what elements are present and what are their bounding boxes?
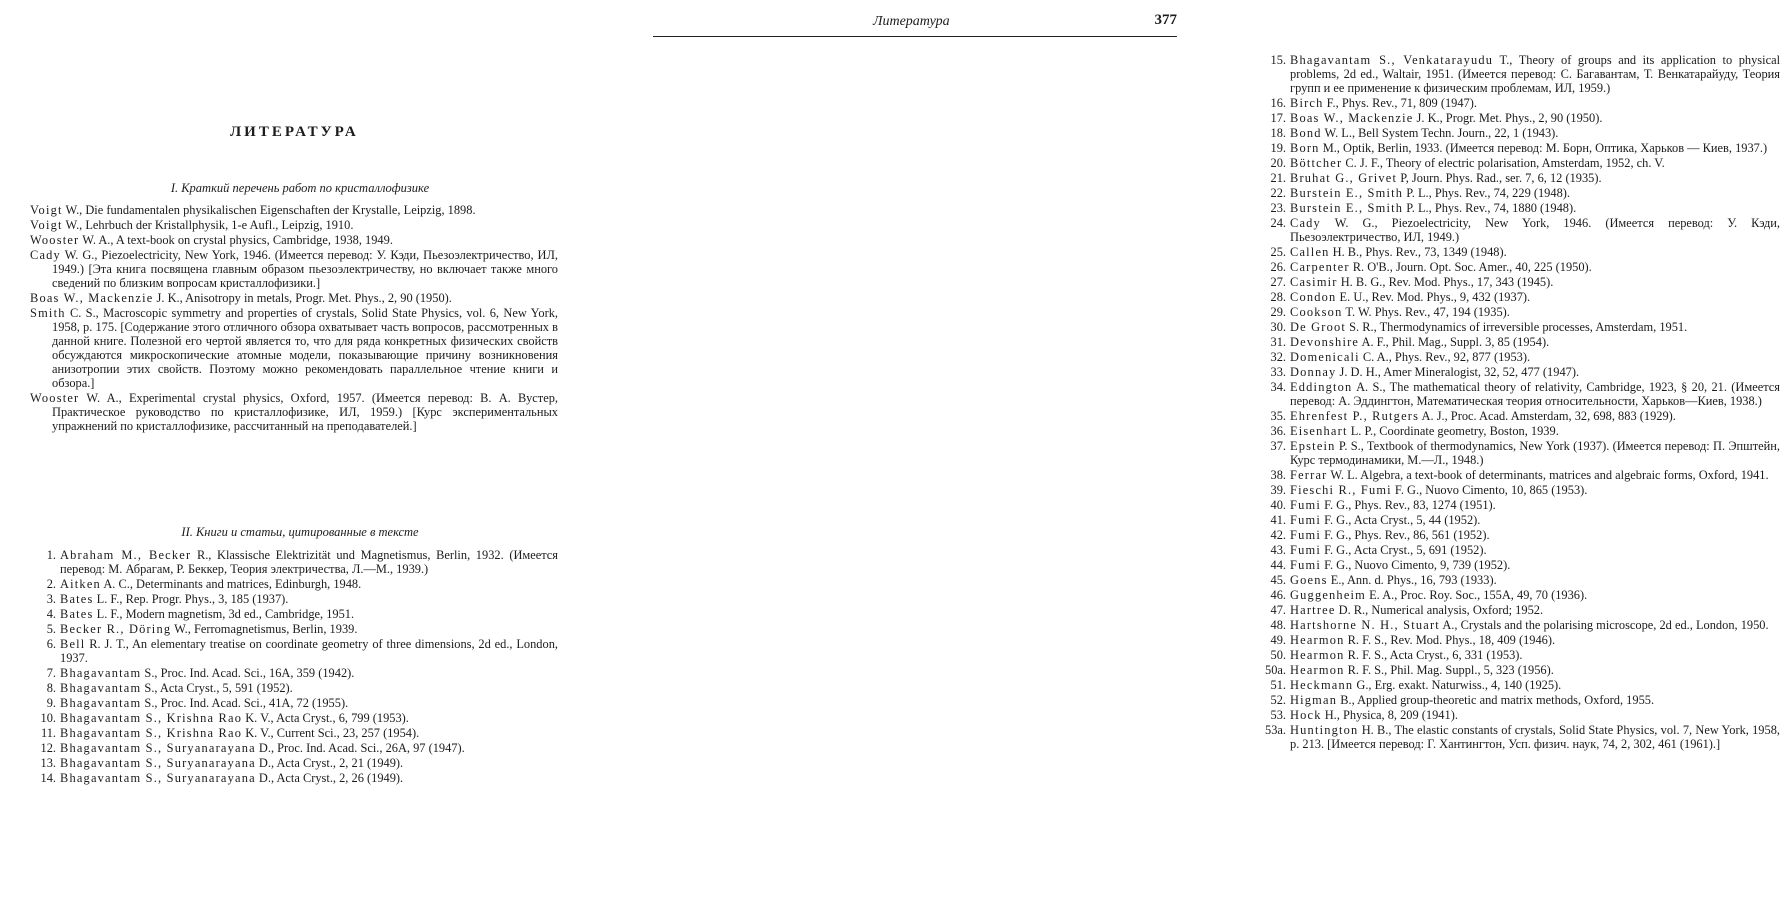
reference-author: Higman: [1290, 693, 1338, 707]
reference-text: W., Lehrbuch der Kristallphysik, 1-e Aufl., Leipzig, 1910.: [62, 218, 354, 232]
reference-author: Condon: [1290, 290, 1337, 304]
reference-author: Ehrenfest P., Rutgers: [1290, 409, 1420, 423]
reference-item: [1260, 483, 1780, 497]
reference-text: J. D. H., Amer Mineralogist, 32, 52, 477 (1947).: [1336, 365, 1580, 379]
reference-item: [1260, 171, 1780, 185]
reference-author: Voigt: [30, 218, 63, 232]
reference-text: B., Applied group-theoretic and matrix methods, Oxford, 1955.: [1337, 693, 1655, 707]
reference-number: 46.: [1270, 588, 1286, 602]
reference-text: J. K., Progr. Met. Phys., 2, 90 (1950).: [1413, 111, 1603, 125]
page-number: 377: [1154, 12, 1177, 28]
reference-number: 47.: [1270, 603, 1286, 617]
reference-number: 8.: [46, 681, 56, 695]
reference-text: A. F., Phil. Mag., Suppl. 3, 85 (1954).: [1359, 335, 1550, 349]
reference-author: Callen: [1290, 245, 1330, 259]
reference-author: Fumi: [1290, 543, 1321, 557]
reference-item: [1260, 365, 1780, 379]
reference-author: Boas W., Mackenzie: [30, 291, 154, 305]
reference-item: [1260, 126, 1780, 140]
reference-number: 45.: [1270, 573, 1286, 587]
reference-number: 19.: [1270, 141, 1286, 155]
reference-number: 18.: [1270, 126, 1286, 140]
section-heading-1: I. Краткий перечень работ по кристаллофизике: [170, 181, 430, 195]
reference-author: Bhagavantam S., Krishna Rao: [60, 726, 243, 740]
reference-text: R. F. S., Phil. Mag. Suppl., 5, 323 (1956).: [1344, 663, 1554, 677]
reference-text: F. G., Nuovo Cimento, 10, 865 (1953).: [1391, 483, 1588, 497]
reference-author: Carpenter: [1290, 260, 1350, 274]
reference-author: Bhagavantam S., Krishna Rao: [60, 711, 243, 725]
reference-item: [30, 756, 558, 770]
reference-text: R. F. S., Acta Cryst., 6, 331 (1953).: [1344, 648, 1523, 662]
reference-author: Devonshire: [1290, 335, 1360, 349]
reference-text: W. L. Algebra, a text-book of determinants, matrices and algebraic forms, Oxford, 1941.: [1327, 468, 1769, 482]
reference-number: 31.: [1270, 335, 1286, 349]
reference-author: Fumi: [1290, 528, 1321, 542]
reference-number: 21.: [1270, 171, 1286, 185]
reference-author: Cady: [1290, 216, 1321, 230]
reference-number: 17.: [1270, 111, 1286, 125]
reference-text: A. S., The mathematical theory of relativity, Cambridge, 1923, § 20, 21. (Имеется перевод: А. Эддингтон, Математическая теория относительности, Харьков—Киев, 1938.): [1290, 380, 1780, 408]
reference-number: 16.: [1270, 96, 1286, 110]
reference-author: Fumi: [1290, 513, 1321, 527]
reference-author: Bates: [60, 592, 94, 606]
reference-author: Fieschi R., Fumi: [1290, 483, 1392, 497]
reference-item: [30, 218, 558, 232]
reference-number: 50.: [1270, 648, 1286, 662]
reference-item: [1260, 498, 1780, 512]
reference-number: 44.: [1270, 558, 1286, 572]
reference-text: D., Proc. Ind. Acad. Sci., 26A, 97 (1947).: [255, 741, 465, 755]
reference-number: 32.: [1270, 350, 1286, 364]
reference-text: F. G., Acta Cryst., 5, 44 (1952).: [1320, 513, 1481, 527]
reference-item: [30, 711, 558, 725]
reference-author: Donnay: [1290, 365, 1337, 379]
reference-number: 49.: [1270, 633, 1286, 647]
reference-text: E., Ann. d. Phys., 16, 793 (1933).: [1327, 573, 1497, 587]
reference-text: W. L., Bell System Techn. Journ., 22, 1 (1943).: [1321, 126, 1559, 140]
reference-author: Abraham M., Becker: [60, 548, 192, 562]
reference-text: K. V., Acta Cryst., 6, 799 (1953).: [242, 711, 409, 725]
reference-text: F. G., Phys. Rev., 86, 561 (1952).: [1320, 528, 1490, 542]
reference-text: L. P., Coordinate geometry, Boston, 1939.: [1347, 424, 1559, 438]
reference-number: 37.: [1270, 439, 1286, 453]
reference-author: Huntington: [1290, 723, 1359, 737]
reference-number: 9.: [46, 696, 56, 710]
reference-item: [1260, 558, 1780, 572]
reference-number: 35.: [1270, 409, 1286, 423]
reference-item: [1260, 588, 1780, 602]
reference-author: Fumi: [1290, 558, 1321, 572]
reference-author: Aitken: [60, 577, 101, 591]
reference-item: [1260, 708, 1780, 722]
reference-number: 15.: [1270, 53, 1286, 67]
reference-list-brief: [30, 203, 558, 434]
reference-item: [1260, 693, 1780, 707]
reference-number: 10.: [40, 711, 56, 725]
reference-item: [1260, 663, 1780, 677]
reference-item: [1260, 573, 1780, 587]
reference-author: Casimir: [1290, 275, 1338, 289]
reference-author: Domenicali: [1290, 350, 1360, 364]
reference-number: 2.: [46, 577, 56, 591]
reference-item: [1260, 424, 1780, 438]
reference-item: [30, 726, 558, 740]
reference-text: R. J. T., An elementary treatise on coordinate geometry of three dimensions, 2d ed., London, 1937.: [60, 637, 558, 665]
reference-author: Cookson: [1290, 305, 1343, 319]
reference-item: [1260, 335, 1780, 349]
reference-author: Cady: [30, 248, 61, 262]
reference-author: Epstein: [1290, 439, 1336, 453]
reference-text: P. L., Phys. Rev., 74, 1880 (1948).: [1403, 201, 1577, 215]
reference-item: [30, 771, 558, 785]
reference-text: D., Acta Cryst., 2, 26 (1949).: [255, 771, 404, 785]
reference-item: [30, 741, 558, 755]
reference-item: [1260, 201, 1780, 215]
reference-author: Bhagavantam: [60, 666, 142, 680]
reference-item: [1260, 648, 1780, 662]
section-heading-2: II. Книги и статьи, цитированные в тексте: [181, 525, 419, 539]
reference-author: Bond: [1290, 126, 1322, 140]
reference-author: Wooster: [30, 233, 80, 247]
reference-text: J. K., Anisotropy in metals, Progr. Met. Phys., 2, 90 (1950).: [153, 291, 452, 305]
reference-item: [30, 592, 558, 606]
reference-item: [1260, 618, 1780, 632]
reference-text: R. F. S., Rev. Mod. Phys., 18, 409 (1946).: [1344, 633, 1556, 647]
reference-text: R. O'B., Journ. Opt. Soc. Amer., 40, 225 (1950).: [1349, 260, 1592, 274]
reference-author: Eddington: [1290, 380, 1353, 394]
reference-number: 53.: [1270, 708, 1286, 722]
reference-number: 13.: [40, 756, 56, 770]
reference-author: Wooster: [30, 391, 80, 405]
reference-text: M., Optik, Berlin, 1933. (Имеется перевод: М. Борн, Оптика, Харьков — Киев, 1937.): [1319, 141, 1768, 155]
reference-item: [30, 666, 558, 680]
reference-number: 22.: [1270, 186, 1286, 200]
reference-author: Becker R., Döring: [60, 622, 172, 636]
reference-text: H., Physica, 8, 209 (1941).: [1321, 708, 1458, 722]
reference-number: 26.: [1270, 260, 1286, 274]
reference-author: Bhagavantam S., Suryanarayana: [60, 741, 256, 755]
reference-author: Voigt: [30, 203, 63, 217]
reference-text: H. B., Phys. Rev., 73, 1349 (1948).: [1329, 245, 1507, 259]
reference-text: F. G., Acta Cryst., 5, 691 (1952).: [1320, 543, 1487, 557]
reference-author: Bhagavantam S., Suryanarayana: [60, 771, 256, 785]
reference-item: [30, 203, 558, 217]
reference-item: [30, 291, 558, 305]
reference-text: S., Proc. Ind. Acad. Sci., 16A, 359 (1942).: [141, 666, 355, 680]
reference-author: Burstein E., Smith: [1290, 201, 1404, 215]
reference-number: 11.: [40, 726, 56, 740]
reference-item: [30, 248, 558, 290]
reference-text: K. V., Current Sci., 23, 257 (1954).: [242, 726, 420, 740]
reference-author: Eisenhart: [1290, 424, 1348, 438]
reference-item: [1260, 305, 1780, 319]
reference-author: Goens: [1290, 573, 1328, 587]
reference-author: De Groot: [1290, 320, 1347, 334]
reference-text: H. B., The elastic constants of crystals, Solid State Physics, vol. 7, New York, 1958, p. 213. [Имеется перевод: Г. Хантингтон, Усп. физич. наук, 74, 2, 302, 461 (1961).]: [1290, 723, 1780, 751]
reference-author: Hock: [1290, 708, 1322, 722]
reference-item: [1260, 633, 1780, 647]
reference-number: 52.: [1270, 693, 1286, 707]
reference-text: C. S., Macroscopic symmetry and properties of crystals, Solid State Physics, vol. 6, New York, 1958, p. 175. [Содержание этого отличного обзора охватывает часть вопросов, рассмотренных в данной книге. Полезной его чертой является то, что для ряда конкретных физических свойств обсуждаются микроскопические атомные модели, показывающие причину возникновения анизотропии этих свойств. Поэтому можно рекомендовать параллельное чтение книги и обзора.]: [52, 306, 558, 390]
reference-number: 4.: [46, 607, 56, 621]
reference-author: Guggenheim: [1290, 588, 1367, 602]
reference-item: [1260, 141, 1780, 155]
reference-item: [1260, 543, 1780, 557]
reference-author: Hearmon: [1290, 663, 1345, 677]
reference-text: P. L., Phys. Rev., 74, 229 (1948).: [1403, 186, 1570, 200]
reference-item: [30, 696, 558, 710]
reference-item: [1260, 380, 1780, 408]
reference-text: T., Theory of groups and its application to physical problems, 2d ed., Waltair, 1951. (Имеется перевод: С. Багавантам, Т. Венкатарайуду, Теория групп и ее применение к физическим проблемам, ИЛ, 1959.): [1290, 53, 1780, 95]
reference-item: [1260, 603, 1780, 617]
reference-item: [30, 306, 558, 390]
reference-number: 25.: [1270, 245, 1286, 259]
reference-number: 23.: [1270, 201, 1286, 215]
reference-number: 29.: [1270, 305, 1286, 319]
reference-number: 12.: [40, 741, 56, 755]
reference-text: S. R., Thermodynamics of irreversible processes, Amsterdam, 1951.: [1346, 320, 1688, 334]
reference-list-cited: [30, 548, 558, 786]
reference-text: P. S., Textbook of thermodynamics, New York (1937). (Имеется перевод: П. Эпштейн, Курс термодинамики, М.—Л., 1948.): [1290, 439, 1780, 467]
reference-number: 51.: [1270, 678, 1286, 692]
reference-text: W. G., Piezoelectricity, New York, 1946. (Имеется перевод: У. Кэди, Пьезоэлектричество, ИЛ, 1949.) [Эта книга посвящена главным образом пьезоэлектричеству, но включает также много сведений по близким вопросам кристаллофизики.]: [52, 248, 558, 290]
reference-item: [30, 548, 558, 576]
reference-text: A. J., Proc. Acad. Amsterdam, 32, 698, 883 (1929).: [1419, 409, 1676, 423]
reference-author: Ferrar: [1290, 468, 1328, 482]
reference-item: [30, 637, 558, 665]
reference-text: L. F., Rep. Progr. Phys., 3, 185 (1937).: [93, 592, 289, 606]
reference-text: W., Ferromagnetismus, Berlin, 1939.: [171, 622, 358, 636]
reference-author: Hearmon: [1290, 648, 1345, 662]
reference-text: G., Erg. exakt. Naturwiss., 4, 140 (1925).: [1353, 678, 1562, 692]
reference-author: Fumi: [1290, 498, 1321, 512]
reference-number: 1.: [46, 548, 56, 562]
reference-author: Bhagavantam S., Venkatarayudu: [1290, 53, 1494, 67]
reference-number: 6.: [46, 637, 56, 651]
reference-author: Hearmon: [1290, 633, 1345, 647]
reference-item: [1260, 216, 1780, 244]
reference-number: 36.: [1270, 424, 1286, 438]
reference-number: 42.: [1270, 528, 1286, 542]
reference-list-cited-continued: [1260, 53, 1780, 752]
reference-number: 7.: [46, 666, 56, 680]
reference-text: A. C., Determinants and matrices, Edinburgh, 1948.: [100, 577, 362, 591]
reference-number: 38.: [1270, 468, 1286, 482]
reference-item: [1260, 439, 1780, 467]
reference-item: [1260, 186, 1780, 200]
reference-number: 34.: [1270, 380, 1286, 394]
reference-item: [30, 233, 558, 247]
reference-number: 39.: [1270, 483, 1286, 497]
reference-item: [1260, 275, 1780, 289]
reference-text: W. A., Experimental crystal physics, Oxford, 1957. (Имеется перевод: В. А. Вустер, Практическое руководство по кристаллофизике, ИЛ, 1959.) [Курс экспериментальных упражнений по кристаллофизике, рассчитанный на преподавателей.]: [52, 391, 558, 433]
reference-text: P, Journ. Phys. Rad., ser. 7, 6, 12 (1935).: [1397, 171, 1602, 185]
reference-text: D. R., Numerical analysis, Oxford; 1952.: [1335, 603, 1544, 617]
reference-item: [1260, 320, 1780, 334]
reference-author: Bhagavantam S., Suryanarayana: [60, 756, 256, 770]
reference-author: Böttcher: [1290, 156, 1343, 170]
reference-item: [1260, 723, 1780, 751]
reference-text: R., Klassische Elektrizität und Magnetismus, Berlin, 1932. (Имеется перевод: М. Абрагам, Р. Беккер, Теория электричества, Л.—М., 1939.): [60, 548, 559, 576]
reference-author: Smith: [30, 306, 66, 320]
reference-item: [1260, 111, 1780, 125]
reference-item: [30, 622, 558, 636]
reference-number: 5.: [46, 622, 56, 636]
reference-item: [1260, 96, 1780, 110]
reference-item: [1260, 528, 1780, 542]
reference-item: [1260, 156, 1780, 170]
running-head-title: Литература: [873, 14, 950, 29]
reference-item: [30, 607, 558, 621]
reference-text: F., Phys. Rev., 71, 809 (1947).: [1323, 96, 1477, 110]
reference-author: Hartshorne N. H., Stuart: [1290, 618, 1440, 632]
reference-number: 28.: [1270, 290, 1286, 304]
reference-text: W. A., A text-book on crystal physics, Cambridge, 1938, 1949.: [79, 233, 393, 247]
reference-author: Boas W., Mackenzie: [1290, 111, 1414, 125]
reference-text: H. B. G., Rev. Mod. Phys., 17, 343 (1945).: [1337, 275, 1554, 289]
page-title: ЛИТЕРАТУРА: [230, 124, 359, 140]
reference-number: 27.: [1270, 275, 1286, 289]
reference-item: [1260, 53, 1780, 95]
reference-text: W., Die fundamentalen physikalischen Eigenschaften der Krystalle, Leipzig, 1898.: [62, 203, 476, 217]
reference-text: S., Proc. Ind. Acad. Sci., 41A, 72 (1955).: [141, 696, 349, 710]
reference-item: [1260, 678, 1780, 692]
reference-item: [30, 577, 558, 591]
reference-number: 20.: [1270, 156, 1286, 170]
reference-item: [1260, 290, 1780, 304]
reference-item: [1260, 409, 1780, 423]
reference-text: E. U., Rev. Mod. Phys., 9, 432 (1937).: [1336, 290, 1531, 304]
reference-text: C. A., Phys. Rev., 92, 877 (1953).: [1359, 350, 1531, 364]
reference-item: [1260, 260, 1780, 274]
reference-item: [1260, 513, 1780, 527]
reference-number: 41.: [1270, 513, 1286, 527]
reference-number: 30.: [1270, 320, 1286, 334]
reference-item: [30, 391, 558, 433]
reference-text: T. W. Phys. Rev., 47, 194 (1935).: [1342, 305, 1510, 319]
reference-author: Bates: [60, 607, 94, 621]
reference-item: [1260, 245, 1780, 259]
reference-number: 33.: [1270, 365, 1286, 379]
reference-number: 3.: [46, 592, 56, 606]
reference-text: F. G., Nuovo Cimento, 9, 739 (1952).: [1320, 558, 1511, 572]
reference-number: 43.: [1270, 543, 1286, 557]
reference-author: Bhagavantam: [60, 681, 142, 695]
reference-text: L. F., Modern magnetism, 3d ed., Cambridge, 1951.: [93, 607, 355, 621]
reference-text: S., Acta Cryst., 5, 591 (1952).: [141, 681, 293, 695]
reference-number: 50a.: [1265, 663, 1286, 677]
reference-author: Heckmann: [1290, 678, 1354, 692]
reference-author: Bhagavantam: [60, 696, 142, 710]
reference-number: 40.: [1270, 498, 1286, 512]
reference-text: C. J. F., Theory of electric polarisation, Amsterdam, 1952, ch. V.: [1342, 156, 1665, 170]
reference-number: 24.: [1270, 216, 1286, 230]
running-head: [653, 12, 1177, 37]
reference-text: W. G., Piezoelectricity, New York, 1946. (Имеется перевод: У. Кэди, Пьезоэлектричество, ИЛ, 1949.): [1290, 216, 1780, 244]
reference-number: 53a.: [1265, 723, 1286, 737]
reference-author: Birch: [1290, 96, 1324, 110]
reference-author: Bruhat G., Grivet: [1290, 171, 1398, 185]
reference-item: [30, 681, 558, 695]
reference-text: A., Crystals and the polarising microscope, 2d ed., London, 1950.: [1439, 618, 1769, 632]
reference-author: Born: [1290, 141, 1320, 155]
reference-text: D., Acta Cryst., 2, 21 (1949).: [255, 756, 404, 770]
reference-author: Bell: [60, 637, 86, 651]
reference-item: [1260, 468, 1780, 482]
reference-text: F. G., Phys. Rev., 83, 1274 (1951).: [1320, 498, 1496, 512]
reference-author: Hartree: [1290, 603, 1336, 617]
reference-number: 48.: [1270, 618, 1286, 632]
reference-number: 14.: [40, 771, 56, 785]
reference-item: [1260, 350, 1780, 364]
reference-text: E. A., Proc. Roy. Soc., 155A, 49, 70 (1936).: [1366, 588, 1588, 602]
reference-author: Burstein E., Smith: [1290, 186, 1404, 200]
